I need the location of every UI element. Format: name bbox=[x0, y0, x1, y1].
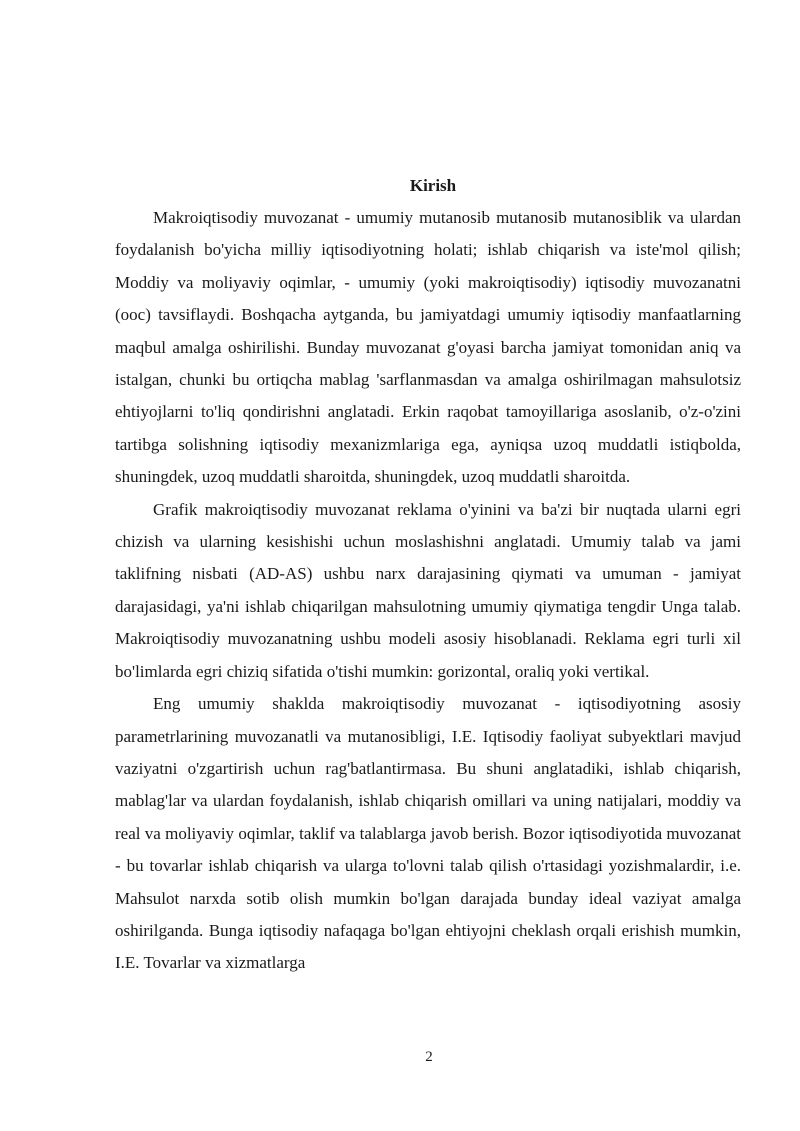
paragraph-2: Grafik makroiqtisodiy muvozanat reklama o'yinini va ba'zi bir nuqtada ularni egri chizish va ularning kesishishi uchun moslashishni anglatadi. Umumiy talab va jami taklifning nisbati (AD-AS) ushbu narx darajasining qiymati va umuman - jamiyat darajasidagi, ya'ni ishlab chiqarilgan mahsulotning umumiy qiymatiga tengdir Unga talab. Makroiqtisodiy muvozanatning ushbu modeli asosiy hisoblanadi. Reklama egri turli xil bo'limlarda egri chiziq sifatida o'tishi mumkin: gorizontal, oraliq yoki vertikal. bbox=[115, 499, 741, 681]
paragraph-1: Makroiqtisodiy muvozanat - umumiy mutanosib mutanosib mutanosiblik va ulardan foydalanish bo'yicha milliy iqtisodiyotning holati; ishlab chiqarish va iste'mol qilish; Moddiy va moliyaviy oqimlar, - umumiy (yoki makroiqtisodiy) iqtisodiy muvozanatni (ooc) tavsiflaydi. Boshqacha aytganda, bu jamiyatdagi umumiy iqtisodiy manfaatlarning maqbul amalga oshirilishi. Bunday muvozanat g'oyasi barcha jamiyat tomonidan aniq va istalgan, chunki bu ortiqcha mablag 'sarflanmasdan va amalga oshirilmagan mahsulotsiz ehtiyojlarni to'liq qondirishni anglatadi. Erkin raqobat tamoyillariga asoslanib, o'z-o'zini tartibga solishning iqtisodiy mexanizmlariga ega, ayniqsa uzoq muddatli istiqbolda, shuningdek, uzoq muddatli sharoitda, shuningdek, uzoq muddatli sharoitda. bbox=[115, 208, 741, 487]
paragraph-3: Eng umumiy shaklda makroiqtisodiy muvozanat - iqtisodiyotning asosiy parametrlarining muvozanatli va mutanosibligi, I.E. Iqtisodiy faoliyat subyektlari mavjud vaziyatni o'zgartirish uchun rag'batlantirmasa. Bu shuni anglatadiki, ishlab chiqarish, mablag'lar va ulardan foydalanish, ishlab chiqarish omillari va uning natijalari, moddiy va real va moliyaviy oqimlar, taklif va talablarga javob berish. Bozor iqtisodiyotida muvozanat - bu tovarlar ishlab chiqarish va ularga to'lovni talab qilish o'rtasidagi yozishmalardir, i.e. Mahsulot narxda sotib olish mumkin bo'lgan darajada bunday ideal vaziyat amalga oshirilganda. Bunga iqtisodiy nafaqaga bo'lgan ehtiyojni cheklash orqali erishish mumkin, I.E. Tovarlar va xizmatlarga bbox=[115, 694, 741, 973]
body-text bbox=[115, 202, 741, 980]
page-number: 2 bbox=[425, 1049, 433, 1065]
section-heading: Kirish bbox=[409, 176, 457, 195]
